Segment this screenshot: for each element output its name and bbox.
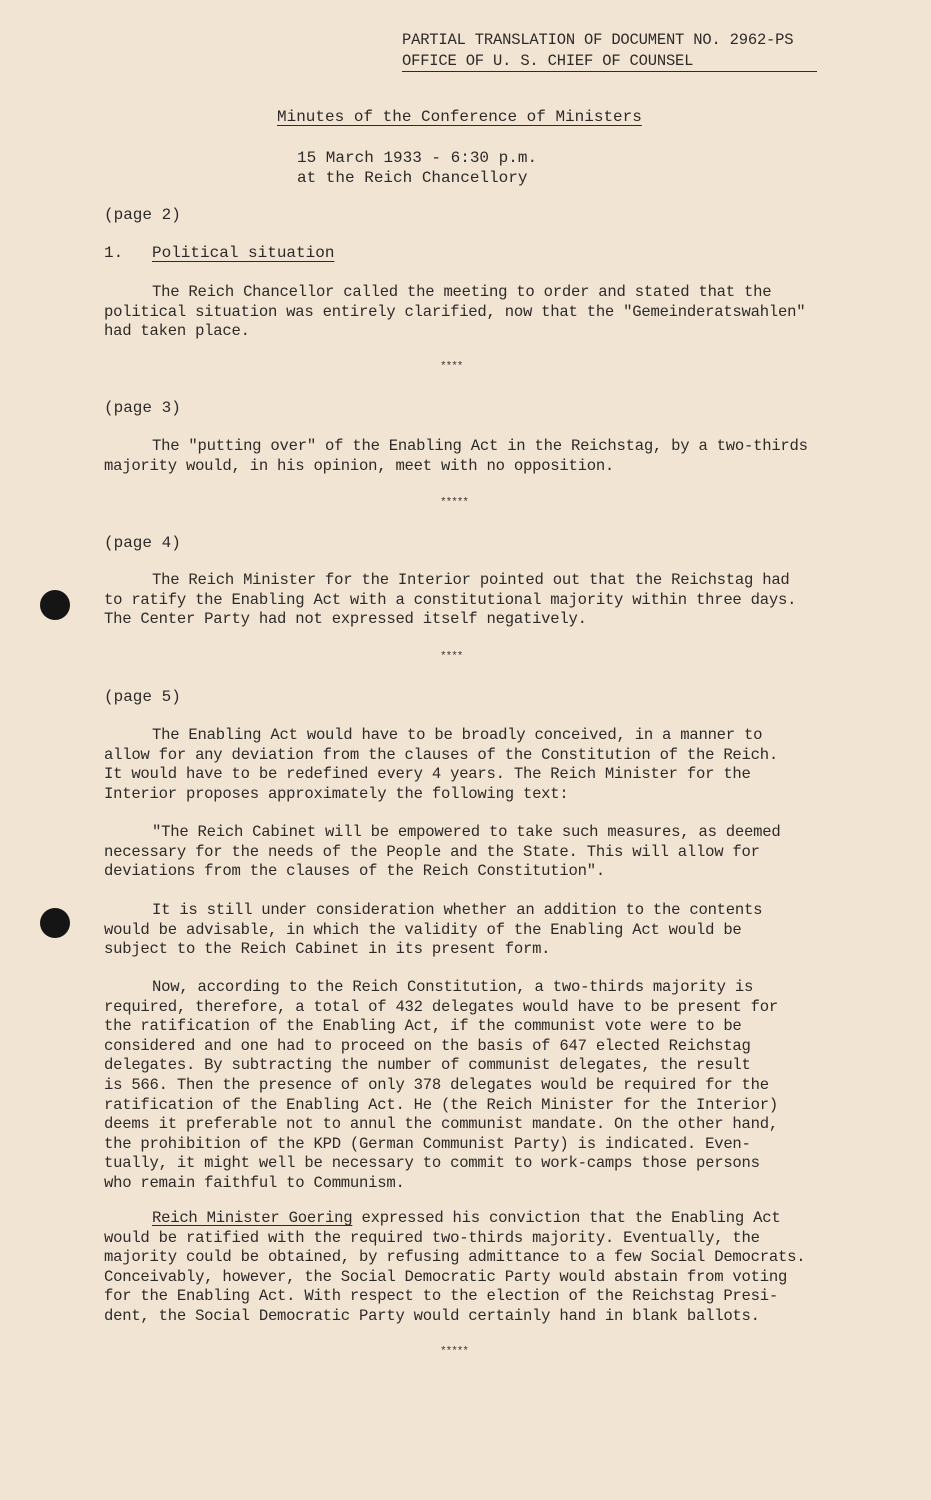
separator-stars: ***** xyxy=(440,497,469,509)
document-title: Minutes of the Conference of Ministers xyxy=(277,108,642,126)
page-4-paragraph: The Reich Minister for the Interior pointed out that the Reichstag had to ratify the Enabling Act with a constitutional majority within three days. The Center Party had not expressed itself negatively. xyxy=(104,571,797,629)
separator-stars: **** xyxy=(440,361,463,373)
section-title: Political situation xyxy=(152,244,335,262)
page-5-paragraph-2: It is still under consideration whether an addition to the contents would be advisable, in which the validity of the Enabling Act would be subject to the Reich Cabinet in its present form. xyxy=(104,901,763,959)
meeting-date: 15 March 1933 - 6:30 p.m. xyxy=(297,149,538,167)
section-number: 1. xyxy=(104,244,124,262)
date-block xyxy=(297,148,537,188)
separator-stars: ***** xyxy=(440,1346,469,1358)
page-5-paragraph-1: The Enabling Act would have to be broadly conceived, in a manner to allow for any deviation from the clauses of the Constitution of the Reich. It would have to be redefined every 4 years. The Reich Minister for the Interior proposes approximately the following text: xyxy=(104,726,778,803)
page-2-paragraph: The Reich Chancellor called the meeting to order and stated that the political situation was entirely clarified, now that the "Gemeinderatswahlen" had taken place. xyxy=(104,283,806,341)
punch-hole xyxy=(40,908,70,938)
goering-paragraph xyxy=(104,1209,849,1327)
header-office: OFFICE OF U. S. CHIEF OF COUNSEL xyxy=(402,51,817,72)
document-header xyxy=(402,30,817,72)
meeting-place: at the Reich Chancellory xyxy=(297,169,528,187)
goering-name: Reich Minister Goering xyxy=(152,1209,353,1227)
page-5-paragraph-3: Now, according to the Reich Constitution, a two-thirds majority is required, therefore, a total of 432 delegates would have to be present for the ratification of the Enabling Act, if the communist vote were to be considered and one had to proceed on the basis of 647 elected Reichstag delegates. By subtracting the number of communist delegates, the result is 566. Then the presence of only 378 delegates would be required for the ratification of the Enabling Act. He (the Reich Minister for the Interior) deems it preferable not to annul the communist mandate. On the other hand, the prohibition of the KPD (German Communist Party) is indicated. Even- tually, it might well be necessary to commit to work-camps those persons who remain faithful to Communism. xyxy=(104,978,778,1192)
section-heading xyxy=(104,244,334,262)
proposed-text-quote: "The Reich Cabinet will be empowered to take such measures, as deemed necessary for the needs of the People and the State. This will allow for deviations from the clauses of the Reich Constitution". xyxy=(104,823,781,881)
punch-hole xyxy=(40,590,70,620)
page-2-label: (page 2) xyxy=(104,206,181,224)
page-3-label: (page 3) xyxy=(104,399,181,417)
page-3-paragraph: The "putting over" of the Enabling Act in the Reichstag, by a two-thirds majority would, in his opinion, meet with no opposition. xyxy=(104,437,808,475)
page-5-label: (page 5) xyxy=(104,688,181,706)
separator-stars: **** xyxy=(440,651,463,663)
header-document-number: PARTIAL TRANSLATION OF DOCUMENT NO. 2962-PS xyxy=(402,31,794,49)
goering-statement: expressed his conviction that the Enabling Act would be ratified with the required two-thirds majority. Eventually, the majority could be obtained, by refusing admittance to a few Social Democrats. Conceivably, however, the Social Democratic Party would abstain from voting for the Enabling Act. With respect to the election of the Reichstag Presi- dent, the Social Democratic Party would certainly hand in blank ballots. xyxy=(104,1209,806,1325)
page-4-label: (page 4) xyxy=(104,534,181,552)
